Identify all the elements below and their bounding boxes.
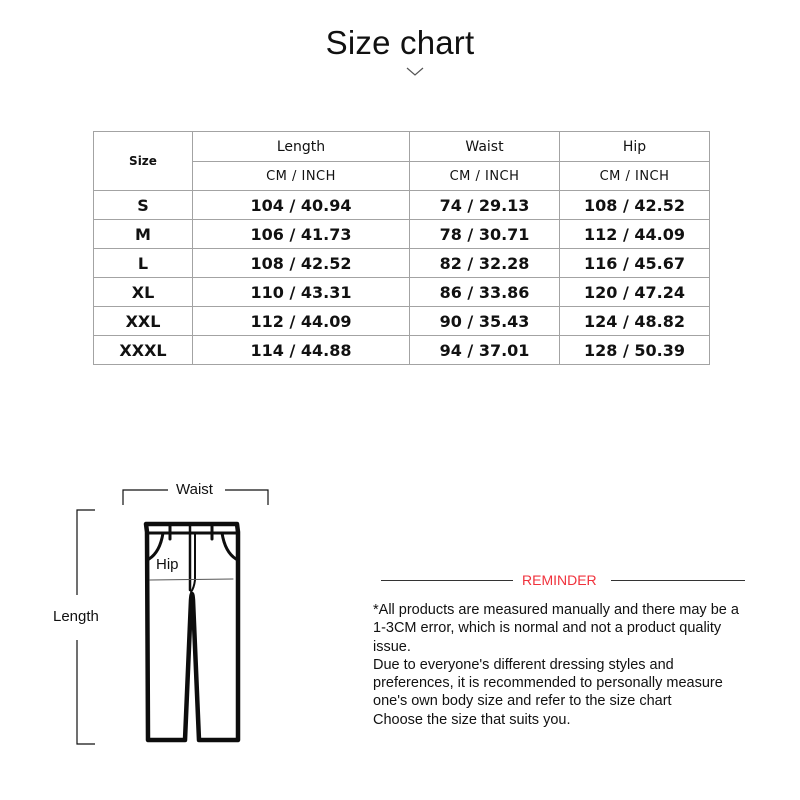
length-cell: 114 / 44.88 [193,336,410,365]
size-column-header: Size [94,132,193,191]
waist-label: Waist [173,481,216,498]
reminder-line: *All products are measured manually and there may be a [373,602,739,618]
size-cell: XXXL [94,336,193,365]
waist-cell: 82 / 32.28 [410,249,560,278]
table-row [94,336,710,365]
size-table [93,131,710,365]
hip-cell: 124 / 48.82 [560,307,710,336]
reminder-line: Choose the size that suits you. [373,711,571,728]
length-cell: 110 / 43.31 [193,278,410,307]
table-row [94,249,710,278]
length-unit: CM / INCH [193,162,410,191]
measurement-diagram [0,470,300,760]
chevron-down-icon [405,66,425,78]
reminder-line: one's own body size and refer to the size chart [373,693,672,710]
reminder-divider-left [381,580,513,581]
length-column-header: Length [193,132,410,162]
reminder-notes [373,601,798,729]
waist-cell: 94 / 37.01 [410,336,560,365]
table-header-row [94,132,710,162]
length-cell: 112 / 44.09 [193,307,410,336]
hip-cell: 128 / 50.39 [560,336,710,365]
size-cell: L [94,249,193,278]
hip-cell: 112 / 44.09 [560,220,710,249]
table-row [94,220,710,249]
hip-cell: 108 / 42.52 [560,191,710,220]
reminder-divider-right [611,580,745,581]
table-row [94,278,710,307]
waist-column-header: Waist [410,132,560,162]
length-cell: 104 / 40.94 [193,191,410,220]
page-title: Size chart [325,24,475,61]
reminder-line: 1-3CM error, which is normal and not a product quality [373,620,722,637]
hip-column-header: Hip [560,132,710,162]
table-row [94,307,710,336]
hip-unit: CM / INCH [560,162,710,191]
waist-cell: 86 / 33.86 [410,278,560,307]
reminder-title: REMINDER [522,572,597,588]
table-row [94,191,710,220]
waist-cell: 74 / 29.13 [410,191,560,220]
reminder-line: preferences, it is recommended to personally measure [373,675,723,692]
waist-cell: 78 / 30.71 [410,220,560,249]
length-label: Length [53,608,99,625]
size-cell: XL [94,278,193,307]
hip-cell: 116 / 45.67 [560,249,710,278]
size-cell: XXL [94,307,193,336]
length-cell: 106 / 41.73 [193,220,410,249]
size-cell: S [94,191,193,220]
waist-unit: CM / INCH [410,162,560,191]
hip-cell: 120 / 47.24 [560,278,710,307]
length-bracket [77,510,95,744]
reminder-line: issue. [373,638,411,655]
reminder-line: Due to everyone's different dressing styles and [373,656,674,673]
length-cell: 108 / 42.52 [193,249,410,278]
waist-cell: 90 / 35.43 [410,307,560,336]
size-cell: M [94,220,193,249]
hip-label: Hip [156,556,179,573]
